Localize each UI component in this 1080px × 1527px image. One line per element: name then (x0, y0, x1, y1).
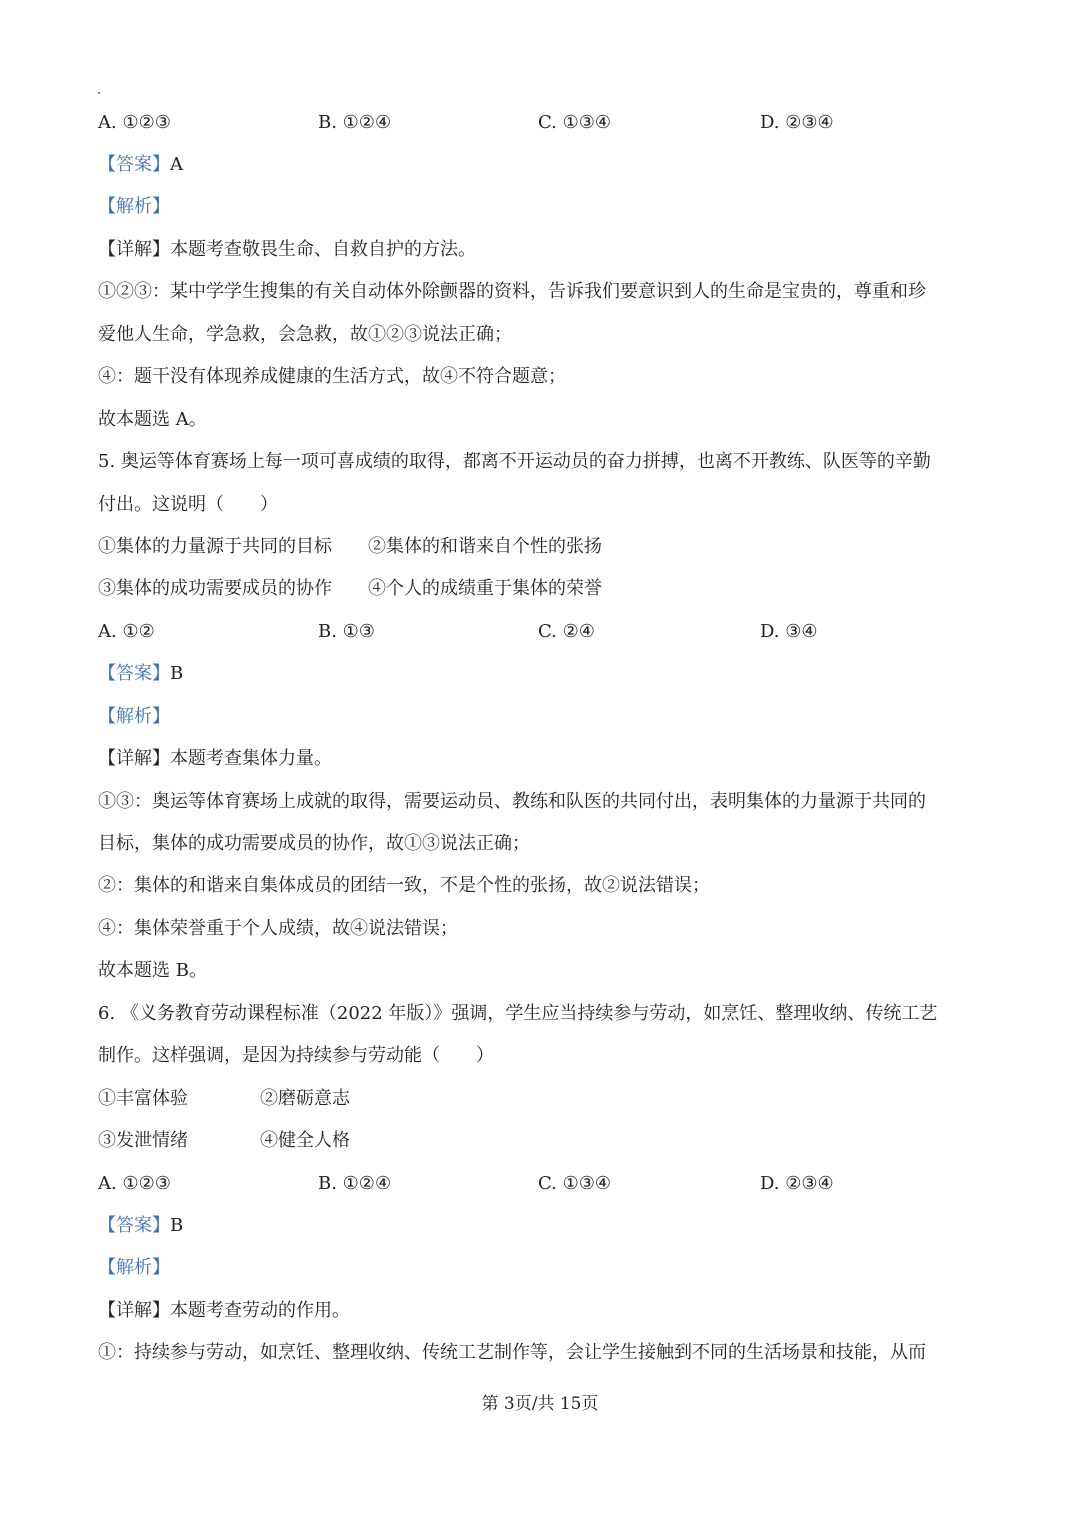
q4-explanation-line: ①②③：某中学学生搜集的有关自动体外除颤器的资料，告诉我们要意识到人的生命是宝贵的，尊重和珍 (98, 281, 926, 302)
q6-explanation-line: ①：持续参与劳动，如烹饪、整理收纳、传统工艺制作等，会让学生接触到不同的生活场景和技能，从而 (98, 1342, 926, 1363)
q5-option-c: C. ②④ (538, 621, 595, 642)
q4-explanation-line: 爱他人生命，学急救，会急救，故①②③说法正确； (98, 324, 512, 345)
q5-choice-line: ①集体的力量源于共同的目标 ②集体的和谐来自个性的张扬 (98, 536, 602, 557)
detail-tag: 【详解】 (98, 1300, 170, 1321)
q6-analysis (98, 1256, 988, 1280)
q4-conclusion: 故本题选 A。 (98, 409, 207, 430)
q5-option-d: D. ③④ (760, 621, 818, 642)
detail-text: 本题考查劳动的作用。 (170, 1300, 350, 1321)
q4-explanation-line: ④：题干没有体现养成健康的生活方式，故④不符合题意； (98, 366, 566, 387)
q4-detail (98, 238, 988, 262)
q4-option-a: A. ①②③ (98, 112, 171, 133)
answer-value: B (170, 1215, 184, 1236)
q5-analysis (98, 705, 988, 729)
q5-conclusion: 故本题选 B。 (98, 960, 207, 981)
q5-answer (98, 662, 988, 686)
q4-option-b: B. ①②④ (318, 112, 392, 133)
q4-option-d: D. ②③④ (760, 112, 834, 133)
q5-stem-line: 5. 奥运等体育赛场上每一项可喜成绩的取得，都离不开运动员的奋力拼搏，也离不开教练、队医等的辛勤 (98, 451, 931, 472)
analysis-tag: 【解析】 (98, 196, 170, 217)
detail-tag: 【详解】 (98, 748, 170, 769)
q6-option-a: A. ①②③ (98, 1173, 171, 1194)
q6-choice-line: ③发泄情绪 ④健全人格 (98, 1130, 350, 1151)
q6-option-c: C. ①③④ (538, 1173, 611, 1194)
detail-text: 本题考查敬畏生命、自救自护的方法。 (170, 239, 476, 260)
analysis-tag: 【解析】 (98, 706, 170, 727)
q6-stem-line: 6. 《义务教育劳动课程标准（2022 年版）》强调，学生应当持续参与劳动，如烹饪、整理收纳、传统工艺 (98, 1003, 938, 1024)
q4-analysis (98, 195, 988, 219)
q5-choice-line: ③集体的成功需要成员的协作 ④个人的成绩重于集体的荣誉 (98, 578, 602, 599)
q6-option-b: B. ①②④ (318, 1173, 392, 1194)
q5-explanation-line: ①③：奥运等体育赛场上成就的取得，需要运动员、教练和队医的共同付出，表明集体的力量源于共同的 (98, 791, 926, 812)
analysis-tag: 【解析】 (98, 1257, 170, 1278)
q5-explanation-line: ④：集体荣誉重于个人成绩，故④说法错误； (98, 918, 458, 939)
q6-option-d: D. ②③④ (760, 1173, 834, 1194)
page-footer: 第 3页/共 15页 (481, 1394, 599, 1414)
q5-option-a: A. ①② (98, 621, 155, 642)
answer-tag: 【答案】 (98, 154, 170, 175)
answer-value: B (170, 663, 184, 684)
scan-dot (98, 92, 100, 94)
q5-stem-line: 付出。这说明（ ） (98, 494, 278, 515)
q5-explanation-line: ②：集体的和谐来自集体成员的团结一致，不是个性的张扬，故②说法错误； (98, 875, 710, 896)
q6-answer (98, 1214, 988, 1238)
q6-stem-line: 制作。这样强调，是因为持续参与劳动能（ ） (98, 1045, 494, 1066)
q5-detail (98, 747, 988, 771)
q5-explanation-line: 目标，集体的成功需要成员的协作，故①③说法正确； (98, 833, 530, 854)
answer-tag: 【答案】 (98, 1215, 170, 1236)
detail-tag: 【详解】 (98, 239, 170, 260)
q6-detail (98, 1299, 988, 1323)
answer-tag: 【答案】 (98, 663, 170, 684)
answer-value: A (170, 154, 183, 175)
detail-text: 本题考查集体力量。 (170, 748, 332, 769)
q5-option-b: B. ①③ (318, 621, 375, 642)
q6-choice-line: ①丰富体验 ②磨砺意志 (98, 1088, 350, 1109)
q4-option-c: C. ①③④ (538, 112, 611, 133)
q4-answer (98, 153, 988, 177)
